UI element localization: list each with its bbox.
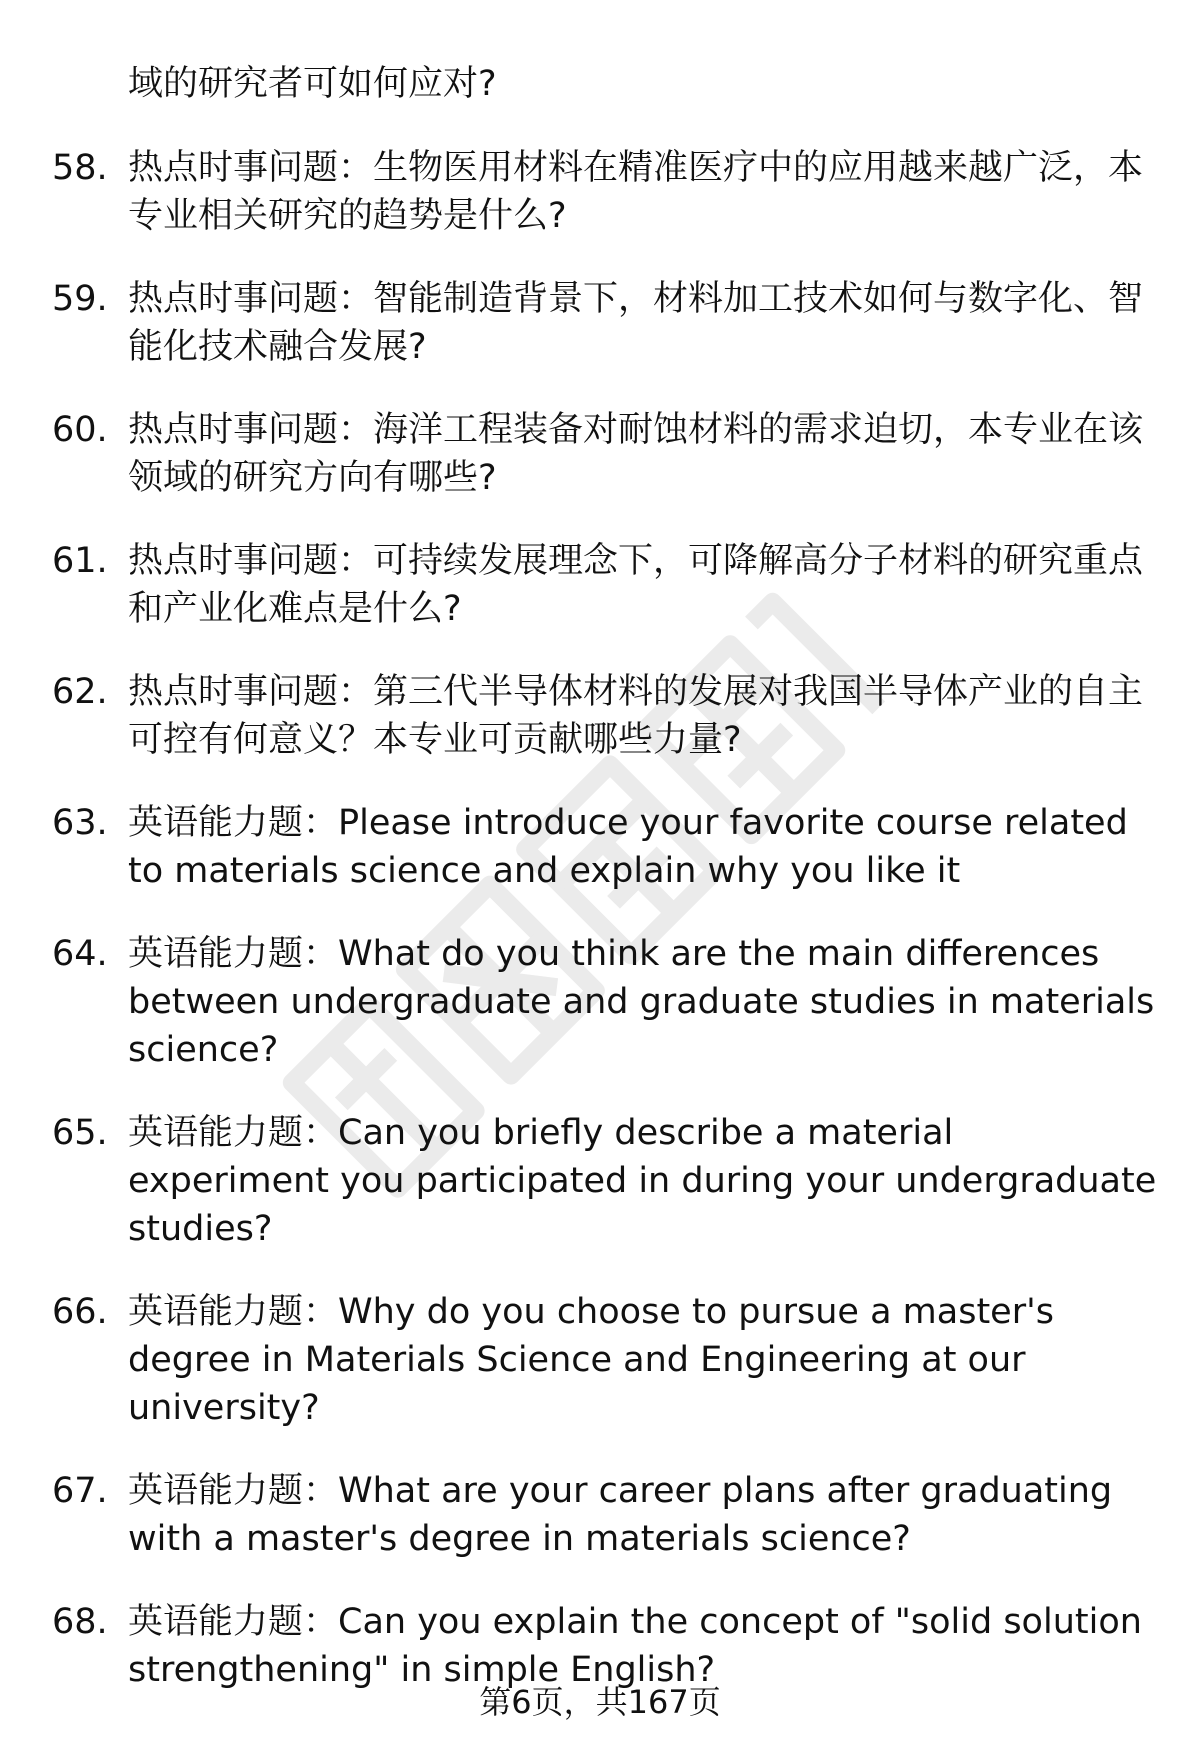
question-number: 61. <box>52 541 108 581</box>
continued-question-text: 域的研究者可如何应对? <box>128 64 497 104</box>
question-number: 60. <box>52 410 108 450</box>
question-item-61 <box>52 537 1172 633</box>
question-number: 59. <box>52 279 108 319</box>
question-number: 68. <box>52 1602 108 1642</box>
question-number: 65. <box>52 1113 108 1153</box>
question-item-65 <box>52 1109 1172 1253</box>
question-number: 63. <box>52 803 108 843</box>
question-item-59 <box>52 275 1172 371</box>
question-item-66 <box>52 1288 1172 1432</box>
question-text: 英语能力题：What do you think are the main differences between undergraduate and graduate studies in materials science? <box>128 934 1155 1070</box>
question-number: 67. <box>52 1471 108 1511</box>
question-text: 热点时事问题：可持续发展理念下，可降解高分子材料的研究重点和产业化难点是什么? <box>128 541 1144 629</box>
question-text: 热点时事问题：海洋工程装备对耐蚀材料的需求迫切，本专业在该领域的研究方向有哪些? <box>128 410 1144 498</box>
question-text: 热点时事问题：智能制造背景下，材料加工技术如何与数字化、智能化技术融合发展? <box>128 279 1144 367</box>
question-item-62 <box>52 668 1172 764</box>
question-number: 66. <box>52 1292 108 1332</box>
question-text: 英语能力题：Can you explain the concept of "solid solution strengthening" in simple English? <box>128 1602 1142 1690</box>
question-list <box>52 144 1172 1729</box>
question-text: 英语能力题：Can you briefly describe a material experiment you participated in during your undergraduate studies? <box>128 1113 1157 1249</box>
question-number: 58. <box>52 148 108 188</box>
question-number: 64. <box>52 934 108 974</box>
question-item-64 <box>52 930 1172 1074</box>
question-item-67 <box>52 1467 1172 1563</box>
question-text: 英语能力题：Please introduce your favorite course related to materials science and explain why you like it <box>128 803 1128 891</box>
question-text: 热点时事问题：第三代半导体材料的发展对我国半导体产业的自主可控有何意义？本专业可贡献哪些力量? <box>128 672 1144 760</box>
question-item-58 <box>52 144 1172 240</box>
question-item-60 <box>52 406 1172 502</box>
question-text: 英语能力题：Why do you choose to pursue a master's degree in Materials Science and Engineering at our university? <box>128 1292 1054 1428</box>
question-text: 热点时事问题：生物医用材料在精准医疗中的应用越来越广泛，本专业相关研究的趋势是什么? <box>128 148 1144 236</box>
page-footer: 第6页，共167页 <box>479 1683 721 1721</box>
question-item-63 <box>52 799 1172 895</box>
question-text: 英语能力题：What are your career plans after graduating with a master's degree in materials science? <box>128 1471 1113 1559</box>
question-number: 62. <box>52 672 108 712</box>
